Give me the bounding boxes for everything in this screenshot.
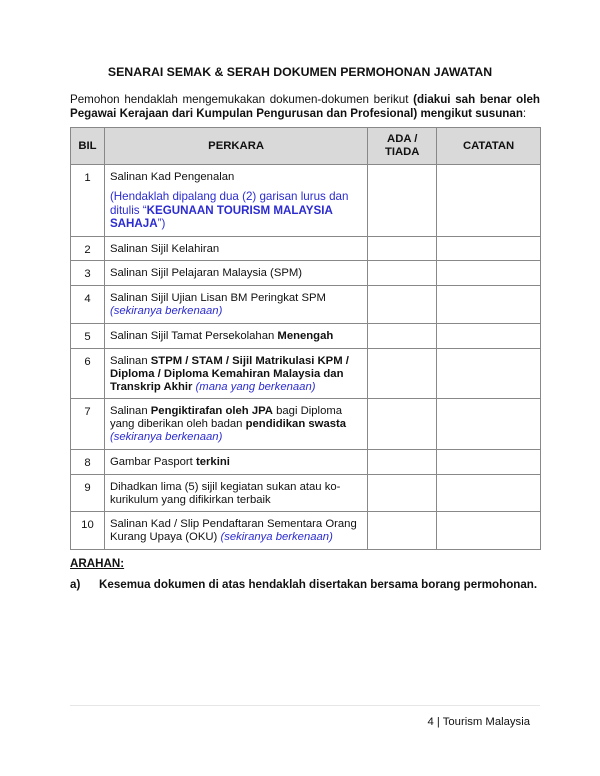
catatan-cell[interactable]	[437, 475, 541, 512]
table-row	[71, 450, 541, 475]
header-ada-tiada-label: ADA / TIADA	[384, 133, 420, 158]
ada-tiada-cell[interactable]	[368, 512, 437, 550]
text-segment: (diakui sah benar oleh Pegawai Kerajaan dari Kumpulan Pengurusan dan Profesional) mengikut susunan	[70, 93, 540, 120]
row-item	[104, 450, 367, 475]
arahan-item	[70, 578, 537, 591]
arahan-heading: ARAHAN:	[70, 557, 125, 570]
text-segment: Menengah	[277, 330, 334, 342]
table-row	[71, 324, 541, 349]
row-item	[104, 261, 367, 286]
header-ada-tiada	[368, 128, 437, 165]
text-segment: Salinan Sijil Kelahiran	[109, 243, 220, 255]
row-number: 7	[71, 399, 105, 450]
intro-paragraph	[70, 93, 540, 121]
text-segment: Pengiktirafan oleh JPA	[150, 405, 273, 417]
row-item	[104, 237, 367, 261]
table-row	[71, 165, 541, 237]
text-segment: Salinan	[109, 405, 151, 417]
row-number: 6	[71, 349, 105, 399]
text-segment: Gambar Pasport	[109, 456, 196, 468]
text-segment: (sekiranya berkenaan)	[220, 531, 333, 543]
checklist-table	[70, 127, 541, 550]
ada-tiada-cell[interactable]	[368, 237, 437, 261]
text-segment: pendidikan swasta	[245, 418, 347, 430]
table-row	[71, 237, 541, 261]
footer-divider	[70, 705, 540, 706]
row-item	[104, 349, 367, 399]
text-segment: Salinan	[109, 355, 151, 367]
ada-tiada-cell[interactable]	[368, 399, 437, 450]
table-row	[71, 399, 541, 450]
catatan-cell[interactable]	[437, 261, 541, 286]
row-item	[104, 399, 367, 450]
row-item-note	[110, 190, 362, 231]
text-segment: terkini	[195, 456, 230, 468]
catatan-cell[interactable]	[437, 349, 541, 399]
catatan-cell[interactable]	[437, 237, 541, 261]
text-segment: bagi Diploma yang diberikan oleh badan	[109, 405, 343, 430]
text-segment: (sekiranya berkenaan)	[109, 431, 223, 443]
table-row	[71, 512, 541, 550]
table-header-row	[71, 128, 541, 165]
row-number: 3	[71, 261, 105, 286]
text-segment: Salinan Kad Pengenalan	[109, 171, 235, 183]
header-catatan: CATATAN	[437, 128, 541, 165]
text-segment: (Hendaklah dipalang dua (2) garisan lurus dan ditulis “	[109, 190, 349, 217]
row-item	[104, 324, 367, 349]
row-item	[104, 512, 367, 550]
row-number: 5	[71, 324, 105, 349]
table-row	[71, 349, 541, 399]
text-segment: (mana yang berkenaan)	[192, 381, 316, 393]
catatan-cell[interactable]	[437, 286, 541, 324]
catatan-cell[interactable]	[437, 324, 541, 349]
text-segment: Salinan Kad / Slip Pendaftaran Sementara Orang Kurang Upaya (OKU)	[109, 518, 357, 543]
text-segment: Salinan Sijil Pelajaran Malaysia (SPM)	[109, 267, 303, 279]
text-segment: Salinan Sijil Tamat Persekolahan	[109, 330, 278, 342]
ada-tiada-cell[interactable]	[368, 450, 437, 475]
catatan-cell[interactable]	[437, 399, 541, 450]
row-number: 9	[71, 475, 105, 512]
text-segment: Pemohon hendaklah mengemukakan dokumen-dokumen berikut	[70, 93, 414, 106]
header-perkara: PERKARA	[104, 128, 367, 165]
ada-tiada-cell[interactable]	[368, 349, 437, 399]
row-item	[104, 286, 367, 324]
page-footer: 4 | Tourism Malaysia	[427, 716, 530, 728]
arahan-item-label: a)	[70, 578, 81, 591]
text-segment: STPM / STAM / Sijil Matrikulasi KPM / Diploma / Diploma Kemahiran Malaysia dan Transkrip Akhir	[109, 355, 349, 393]
text-segment: (sekiranya berkenaan)	[109, 305, 223, 317]
text-segment: Salinan Sijil Ujian Lisan BM Peringkat SPM	[109, 292, 326, 304]
ada-tiada-cell[interactable]	[368, 475, 437, 512]
text-segment: :	[522, 107, 527, 120]
ada-tiada-cell[interactable]	[368, 286, 437, 324]
text-segment: Dihadkan lima (5) sijil kegiatan sukan atau ko-kurikulum yang difikirkan terbaik	[109, 481, 341, 506]
catatan-cell[interactable]	[437, 450, 541, 475]
ada-tiada-cell[interactable]	[368, 261, 437, 286]
ada-tiada-cell[interactable]	[368, 165, 437, 237]
row-number: 10	[71, 512, 105, 550]
row-item	[104, 475, 367, 512]
row-number: 2	[71, 237, 105, 261]
catatan-cell[interactable]	[437, 165, 541, 237]
table-row	[71, 261, 541, 286]
row-number: 1	[71, 165, 105, 237]
arahan-item-text: Kesemua dokumen di atas hendaklah disertakan bersama borang permohonan.	[99, 578, 538, 591]
table-row	[71, 286, 541, 324]
row-number: 8	[71, 450, 105, 475]
document-title: SENARAI SEMAK & SERAH DOKUMEN PERMOHONAN JAWATAN	[107, 65, 493, 79]
table-row	[71, 475, 541, 512]
row-item	[104, 165, 367, 237]
catatan-cell[interactable]	[437, 512, 541, 550]
ada-tiada-cell[interactable]	[368, 324, 437, 349]
text-segment: KEGUNAAN TOURISM MALAYSIA SAHAJA	[109, 203, 333, 230]
text-segment: ”)	[157, 217, 166, 230]
row-number: 4	[71, 286, 105, 324]
header-bil: BIL	[71, 128, 105, 165]
